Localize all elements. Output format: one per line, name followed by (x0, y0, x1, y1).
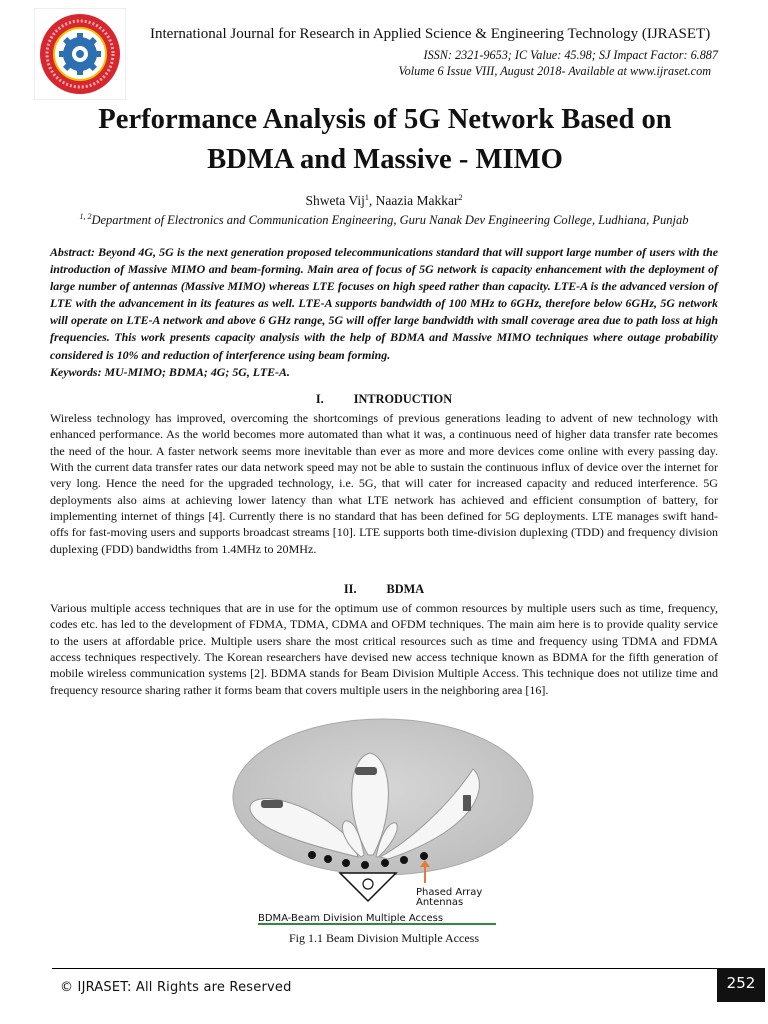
author-1-sup: 1 (364, 193, 369, 202)
bdma-figure (228, 717, 540, 929)
author-1: Shweta Vij (305, 193, 365, 208)
page-number: 252 (717, 968, 765, 1002)
car-icon (261, 800, 283, 808)
figure-caption: Fig 1.1 Beam Division Multiple Access (289, 931, 479, 945)
author-separator: , (368, 193, 376, 208)
authors (0, 193, 768, 209)
abstract-text: Abstract: Beyond 4G, 5G is the next generation proposed telecommunications standard that will support large number of users with the introduction of Massive MIMO and beam-forming. Main area of focus of 5G network is capacity enhancement with the deployment of large number of antennas (Massive MIMO) whereas LTE focuses on high speed rather than capacity. LTE-A is the advanced version of LTE with the advancement in its features as well. LTE-A supports bandwidth of 100 MHz to 6GHz, therefore below 6GHz, 5G network will operate on LTE-A network and above 6 GHz range, 5G will offer large bandwidth with small coverage area due to path loss at high frequencies. This work presents capacity analysis with the help of BDMA and Massive MIMO techniques where outage probability considered is 10% and reduction of interference using beam forming. (50, 245, 718, 362)
paper-title (40, 100, 730, 180)
title-line-1: Performance Analysis of 5G Network Based on (98, 104, 672, 135)
journal-issn: ISSN: 2321-9653; IC Value: 45.98; SJ Impact Factor: 6.887 (423, 48, 718, 62)
copyright: © IJRASET: All Rights are Reserved (60, 980, 292, 995)
title-line-2: BDMA and Massive - MIMO (207, 144, 563, 175)
affiliation (0, 212, 768, 228)
section-heading-introduction (0, 392, 768, 407)
footer-rule (52, 968, 717, 969)
section-heading-bdma (0, 582, 768, 597)
keywords: Keywords: MU-MIMO; BDMA; 4G; 5G, LTE-A. (50, 364, 290, 379)
affiliation-text: Department of Electronics and Communication Engineering, Guru Nanak Dev Engineering College, Ludhiana, Punjab (91, 213, 689, 227)
abstract (50, 244, 718, 381)
introduction-body: Wireless technology has improved, overcoming the shortcomings of previous generations leading to advent of new technology with enhanced performance. As the world becomes more automated than what it was, a continuous need of higher data transfer rate becomes the need of the hour. A faster network seems more inevitable than ever as more and more devices come online with every passing day. With the current data transfer rates our data network speed may not be able to sustain the continuous influx of device over the internet for very long. Hence the need for the upgraded technology, i.e. 5G, that will cater for increased capacity and reduced interference. 5G deployments also aims at achieving lower latency than what LTE network has achieved and efficient consumption of battery, for implementing internet of things [4]. Currently there is no standard that has been defined for 5G deployments. LTE manages swift hand-offs for fast-moving users and supports broadcast streams [10]. LTE supports both time-division duplexing (TDD) and frequency division duplexing (FDD) bandwidths from 1.4MHz to 20MHz. (50, 411, 718, 556)
phone-icon (463, 795, 471, 811)
author-2: Naazia Makkar (375, 193, 459, 208)
author-2-sup: 2 (458, 193, 463, 202)
phased-array-label-1: Phased Array (416, 887, 483, 898)
affiliation-sup: 1, 2 (79, 212, 92, 221)
car-icon (355, 767, 377, 775)
phased-array-label-2: Antennas (416, 897, 464, 908)
journal-logo (34, 8, 126, 100)
bdma-body: Various multiple access techniques that are in use for the optimum use of common resources by multiple users such as time, frequency, codes etc. has led to the development of FDMA, TDMA, CDMA and OFDM techniques. The main aim here is to provide quality service to the users at affordable price. Multiple users share the most critical resources such as time and frequency using TDMA and FDMA access techniques respectively. The Korean researchers have devised new access technique known as BDMA for the fifth generation of mobile wireless communication systems [2]. BDMA stands for Beam Division Multiple Access. This technique does not utilize time and frequency resource sharing rather it forms beam that covers multiple users in the neighboring area [16]. (50, 601, 718, 697)
bdma-banner: BDMA-Beam Division Multiple Access (258, 913, 444, 924)
section-title: BDMA (386, 582, 425, 596)
section-title: INTRODUCTION (353, 392, 453, 406)
journal-volume: Volume 6 Issue VIII, August 2018- Available at www.ijraset.com (398, 64, 711, 78)
section-number: II. (343, 582, 357, 596)
section-number: I. (315, 392, 324, 406)
journal-name: International Journal for Research in Applied Science & Engineering Technology (IJRASET) (150, 26, 711, 42)
